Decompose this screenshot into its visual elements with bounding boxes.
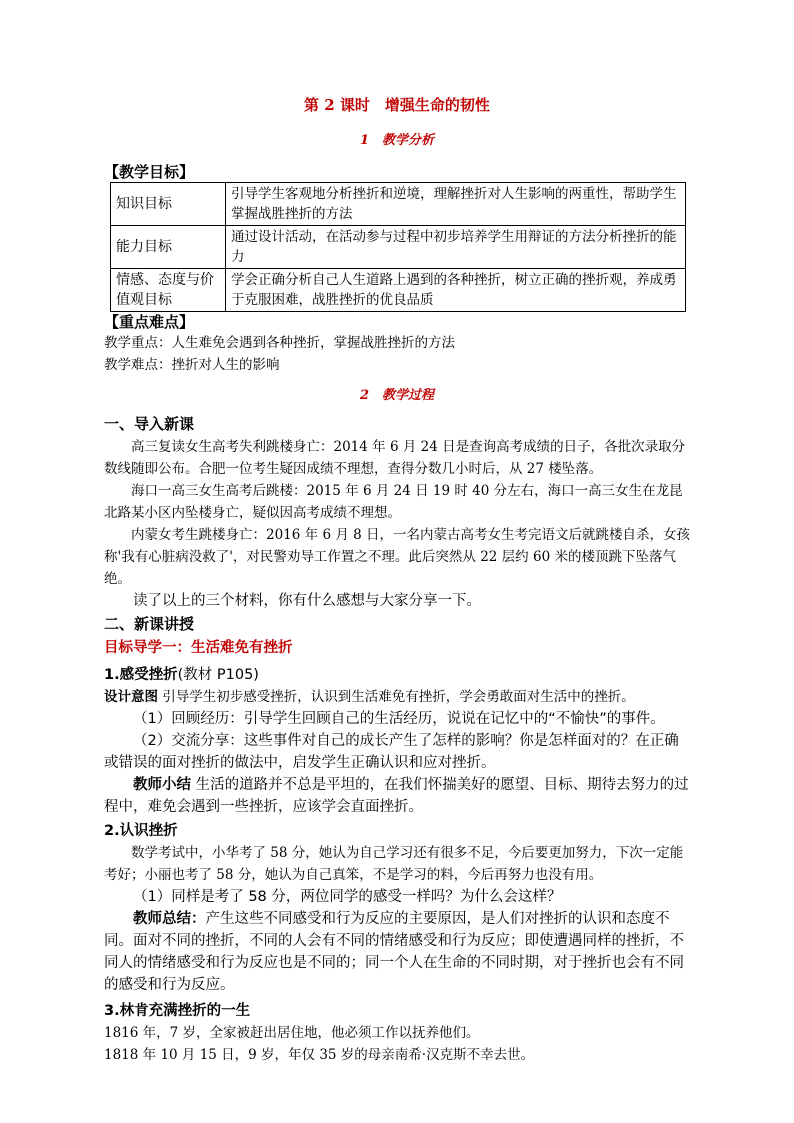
objective-text: 学会正确分析自己人生道路上遇到的各种挫折，树立正确的挫折观，养成勇于克服困难，战胜挫折的优良品质 — [226, 269, 686, 312]
subsection-title: 3.林肯充满挫折的一生 — [104, 1003, 251, 1019]
textbook-reference: (教材 P105) — [177, 667, 259, 683]
objective-label: 知识目标 — [111, 183, 226, 226]
subsection-title: 1.感受挫折 — [104, 667, 178, 683]
story-paragraph: 数学考试中，小华考了 58 分，她认为自己学习还有很多不足，今后要更加努力，下次一定能考好；小丽也考了 58 分，她认为自己真笨，不是学习的料，今后再努力也没有用。 — [104, 845, 684, 883]
table-row — [111, 226, 686, 269]
key-points-heading: 【重点难点】 — [104, 313, 195, 331]
document-page — [104, 94, 690, 1066]
objective-label: 能力目标 — [111, 226, 226, 269]
teacher-summary — [104, 908, 690, 996]
objective-text: 引导学生客观地分析挫折和逆境，理解挫折对人生影响的两重性，帮助学生掌握战胜挫折的方法 — [226, 183, 686, 226]
teacher-summary-text: 产生这些不同感受和行为反应的主要原因，是人们对挫折的认识和态度不同。面对不同的挫折，不同的人会有不同的情绪感受和行为反应；即使遭遇同样的挫折，不同人的情绪感受和行为反应也是不同的；同一个人在生命的不同时期，对于挫折也会有不同的感受和行为反应。 — [104, 911, 684, 993]
subsection-title: 2.认识挫折 — [104, 823, 178, 839]
difficult-point: 教学难点：挫折对人生的影响 — [104, 357, 280, 373]
activity-step: （1）回顾经历：引导学生回顾自己的生活经历，说说在记忆中的“不愉快”的事件。 — [133, 711, 665, 727]
teacher-summary-label: 教师小结 — [133, 777, 191, 793]
part2-heading: 二、新课讲授 — [104, 615, 195, 633]
target-heading: 目标导学一：生活难免有挫折 — [104, 640, 293, 656]
timeline-item: 1818 年 10 月 15 日，9 岁，年仅 35 岁的母亲南希·汉克斯不幸去世。 — [104, 1047, 535, 1063]
timeline-item: 1816 年，7 岁，全家被赶出居住地，他必须工作以抚养他们。 — [104, 1025, 480, 1041]
design-intent-label: 设计意图 — [104, 689, 158, 705]
section-teaching-process: 2 教学过程 — [359, 388, 435, 403]
objective-label: 情感、态度与价值观目标 — [111, 269, 226, 312]
design-intent — [104, 686, 690, 708]
activity-step: （2）交流分享：这些事件对自己的成长产生了怎样的影响？你是怎样面对的？在正确或错误的面对挫折的做法中，启发学生正确认识和应对挫折。 — [104, 733, 679, 771]
lesson-title: 第 2 课时 增强生命的韧性 — [304, 96, 490, 114]
objective-text: 通过设计活动，在活动参与过程中初步培养学生用辩证的方法分析挫折的能力 — [226, 226, 686, 269]
table-row — [111, 269, 686, 312]
table-row — [111, 183, 686, 226]
case-paragraph: 高三复读女生高考失利跳楼身亡：2014 年 6 月 24 日是查询高考成绩的日子，各批次录取分数线随即公布。合肥一位考生疑因成绩不理想，查得分数几小时后，从 27 楼坠落。 — [104, 439, 686, 477]
activity-question: （1）同样是考了 58 分，两位同学的感受一样吗？为什么会这样？ — [133, 889, 562, 905]
case-paragraph: 内蒙女考生跳楼身亡：2016 年 6 月 8 日，一名内蒙古高考女生考完语文后就跳楼自杀，女孩称'我有心脏病没救了'，对民警劝导工作置之不理。此后突然从 22 层约 60 米的楼顶跳下坠落气绝。 — [104, 527, 690, 587]
case-paragraph: 海口一高三女生高考后跳楼：2015 年 6 月 24 日 19 时 40 分左右，海口一高三女生在龙昆北路某小区内坠楼身亡，疑似因高考成绩不理想。 — [104, 483, 683, 521]
design-intent-text: 引导学生初步感受挫折，认识到生活难免有挫折，学会勇敢面对生活中的挫折。 — [162, 689, 635, 705]
teacher-summary-text: 生活的道路并不总是平坦的，在我们怀揣美好的愿望、目标、期待去努力的过程中，难免会遇到一些挫折，应该学会直面挫折。 — [104, 777, 689, 815]
subsection-heading — [104, 664, 690, 686]
section-teaching-analysis: 1 教学分析 — [359, 133, 435, 148]
objectives-heading: 【教学目标】 — [104, 163, 195, 181]
objectives-table — [110, 182, 686, 312]
part1-heading: 一、导入新课 — [104, 415, 195, 433]
key-point: 教学重点：人生难免会遇到各种挫折，掌握战胜挫折的方法 — [104, 335, 455, 351]
teacher-summary — [104, 774, 690, 818]
teacher-summary-label: 教师总结： — [133, 911, 206, 927]
discussion-question: 读了以上的三个材料，你有什么感想与大家分享一下。 — [133, 593, 481, 609]
